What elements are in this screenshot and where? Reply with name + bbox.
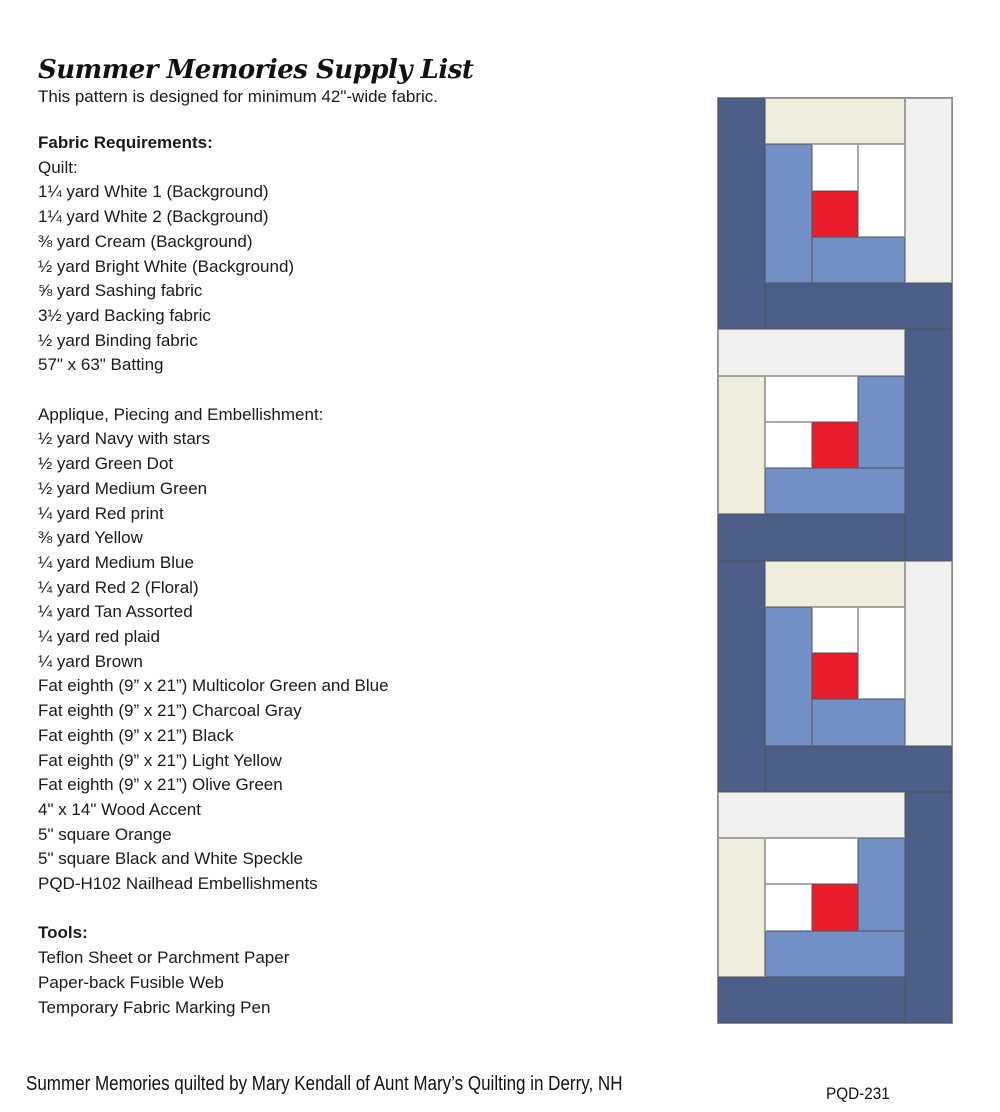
supply-item: ½ yard Medium Green <box>38 478 208 498</box>
quilt-patch-navy <box>718 98 765 329</box>
quilt-patch-navy <box>765 283 952 329</box>
quilt-patch-white <box>765 838 859 884</box>
quilt-patch-blue <box>858 838 905 931</box>
quilt-patch-navy <box>765 746 952 792</box>
page-subtitle: This pattern is designed for minimum 42"-wide fabric. <box>38 87 439 106</box>
supply-item: ¼ yard Red 2 (Floral) <box>38 577 199 597</box>
quilt-patch-navy <box>718 561 765 792</box>
supply-item: 3½ yard Backing fabric <box>38 305 211 325</box>
quilt-patch-navy <box>905 329 952 560</box>
supply-item: ¼ yard Medium Blue <box>38 552 194 572</box>
supply-item: 4" x 14" Wood Accent <box>38 799 201 819</box>
supply-item: Fat eighth (9” x 21”) Olive Green <box>38 775 283 795</box>
quilt-patch-white <box>765 422 812 468</box>
quilt-patch-white <box>765 884 812 930</box>
quilt-patch-navy <box>905 792 952 1023</box>
supply-item: PQD-H102 Nailhead Embellishments <box>38 874 318 894</box>
section-heading: Fabric Requirements: <box>38 133 213 152</box>
supply-item: ½ yard Green Dot <box>38 454 174 474</box>
quilt-patch-cream <box>765 98 905 144</box>
supply-item: 57" x 63" Batting <box>38 355 164 375</box>
quilt-patch-blue <box>765 931 905 977</box>
supply-item: Fat eighth (9” x 21”) Multicolor Green and Blue <box>38 676 389 696</box>
quilt-patch-white <box>765 376 859 422</box>
section-heading: Tools: <box>38 923 88 943</box>
supply-item: Paper-back Fusible Web <box>38 972 224 992</box>
quilt-patch-cream <box>765 561 905 607</box>
quilt-patch-red <box>812 653 859 699</box>
section-0 <box>38 131 698 378</box>
quilt-patch-cream <box>718 838 765 977</box>
supply-item: Fat eighth (9” x 21”) Black <box>38 725 234 745</box>
quilt-patch-red <box>812 422 859 468</box>
quilt-patch-white <box>858 607 905 700</box>
quilt-patch-cream <box>718 376 765 515</box>
supply-list-column <box>38 55 698 1020</box>
supply-item: ½ yard Navy with stars <box>38 429 210 449</box>
supply-item: 5" square Black and White Speckle <box>38 849 303 869</box>
quilt-patch-navy <box>718 514 905 560</box>
supply-item: ¼ yard Red print <box>38 503 164 523</box>
section-1 <box>38 403 698 897</box>
quilt-patch-blue <box>765 607 812 746</box>
page-title: Summer Memories Supply List <box>38 55 474 85</box>
supply-item: Fat eighth (9” x 21”) Charcoal Gray <box>38 701 302 721</box>
supply-item: ¼ yard Tan Assorted <box>38 602 193 622</box>
quilt-patch-navy <box>718 977 905 1023</box>
supply-item: ¼ yard red plaid <box>38 627 160 647</box>
footer-pattern-code: PQD-231 <box>826 1084 890 1103</box>
supply-item: ½ yard Binding fabric <box>38 330 198 350</box>
supply-item: ½ yard Bright White (Background) <box>38 256 295 276</box>
supply-item: ⅝ yard Sashing fabric <box>38 281 203 301</box>
footer-caption: Summer Memories quilted by Mary Kendall of Aunt Mary’s Quilting in Derry, NH <box>26 1073 623 1095</box>
quilt-patch-gray <box>905 98 952 283</box>
quilt-patch-blue <box>765 468 905 514</box>
supply-item: Quilt: <box>38 157 78 177</box>
supply-item: ¼ yard Brown <box>38 651 143 671</box>
quilt-patch-gray <box>905 561 952 746</box>
supply-item: Teflon Sheet or Parchment Paper <box>38 948 290 968</box>
supply-item: 1¼ yard White 2 (Background) <box>38 207 269 227</box>
quilt-patch-gray <box>718 792 905 838</box>
supply-item: Fat eighth (9” x 21”) Light Yellow <box>38 750 282 770</box>
supply-item: 1¼ yard White 1 (Background) <box>38 182 269 202</box>
quilt-patch-gray <box>718 329 905 375</box>
quilt-patch-white <box>812 144 859 190</box>
quilt-patch-blue <box>858 376 905 469</box>
supply-item: 5" square Orange <box>38 824 172 844</box>
section-2 <box>38 921 698 1020</box>
quilt-panel-image <box>718 98 952 1023</box>
supply-sections <box>38 131 698 1020</box>
quilt-patch-white <box>812 607 859 653</box>
section-heading: Applique, Piecing and Embellishment: <box>38 404 324 424</box>
quilt-patch-blue <box>812 699 906 745</box>
quilt-patch-red <box>812 884 859 930</box>
quilt-patch-blue <box>812 237 906 283</box>
quilt-patch-white <box>858 144 905 237</box>
supply-item: ⅜ yard Yellow <box>38 528 143 548</box>
quilt-patch-blue <box>765 144 812 283</box>
quilt-patch-red <box>812 191 859 237</box>
supply-item: Temporary Fabric Marking Pen <box>38 997 271 1017</box>
supply-item: ⅜ yard Cream (Background) <box>38 231 253 251</box>
